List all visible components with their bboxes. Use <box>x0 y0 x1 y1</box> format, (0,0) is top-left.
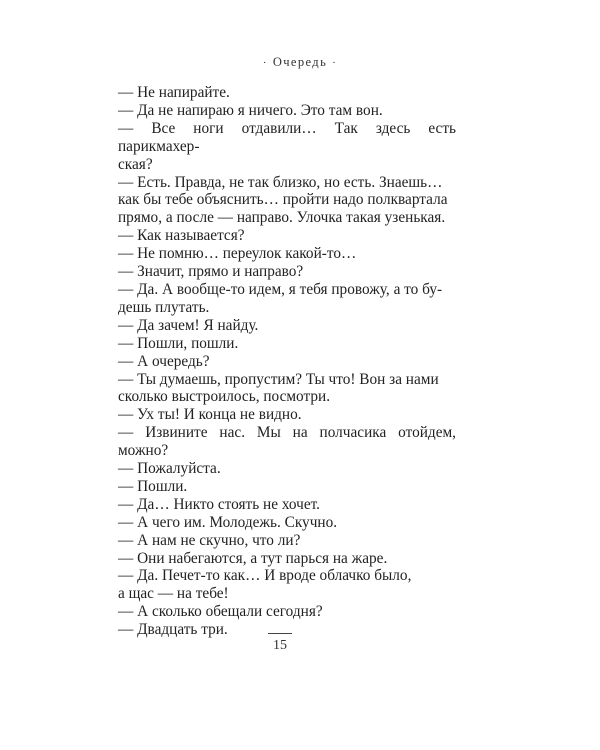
text-line: — Двадцать три. <box>118 621 228 639</box>
text-line: — Да зачем! Я найду. <box>118 316 259 334</box>
text-line: — Все ноги отдавили… Так здесь есть парикмахер- <box>118 119 456 155</box>
page-number: 15 <box>273 638 287 653</box>
dialogue-text <box>118 84 456 639</box>
chapter-title: Очередь <box>272 55 328 69</box>
text-line: — Есть. Правда, не так близко, но есть. Знаешь… <box>118 173 443 191</box>
text-line: — Ух ты! И конца не видно. <box>118 406 302 424</box>
text-line: — Ты думаешь, пропустим? Ты что! Вон за нами <box>118 370 439 388</box>
text-line: — Значит, прямо и направо? <box>118 263 304 281</box>
running-head <box>0 55 600 70</box>
text-line: сколько выстроилось, посмотри. <box>118 388 331 406</box>
text-line: — Да не напираю я ничего. Это там вон. <box>118 101 383 119</box>
text-line: — А нам не скучно, что ли? <box>118 531 301 549</box>
text-line: — А чего им. Молодежь. Скучно. <box>118 513 338 531</box>
text-line: как бы тебе объяснить… пройти надо полквартала <box>118 191 448 209</box>
text-line: — Да… Никто стоять не хочет. <box>118 495 320 513</box>
text-line: — Не помню… переулок какой-то… <box>118 245 357 263</box>
text-line: прямо, а после — направо. Улочка такая узенькая. <box>118 209 446 227</box>
text-line: — Они набегаются, а тут парься на жаре. <box>118 549 388 567</box>
header-separator-right: · <box>332 57 338 69</box>
text-line: — Не напирайте. <box>118 84 230 101</box>
text-line: — Пошли, пошли. <box>118 334 239 352</box>
text-line: ская? <box>118 155 153 173</box>
footer-rule <box>268 633 292 634</box>
text-line: — Да. Печет-то как… И вроде облачко было, <box>118 567 412 585</box>
text-line: а щас — на тебе! <box>118 585 229 603</box>
text-line: — Да. А вообще-то идем, я тебя провожу, а то бу- <box>118 280 443 298</box>
text-line: — А очередь? <box>118 352 210 370</box>
text-line: — А сколько обещали сегодня? <box>118 603 323 621</box>
text-line: — Извините нас. Мы на полчасика отойдем, можно? <box>118 424 456 460</box>
header-separator-left: · <box>262 57 268 69</box>
text-line: — Как называется? <box>118 227 245 245</box>
text-line: — Пошли. <box>118 477 188 495</box>
text-line: дешь плутать. <box>118 298 210 316</box>
text-line: — Пожалуйста. <box>118 460 221 478</box>
